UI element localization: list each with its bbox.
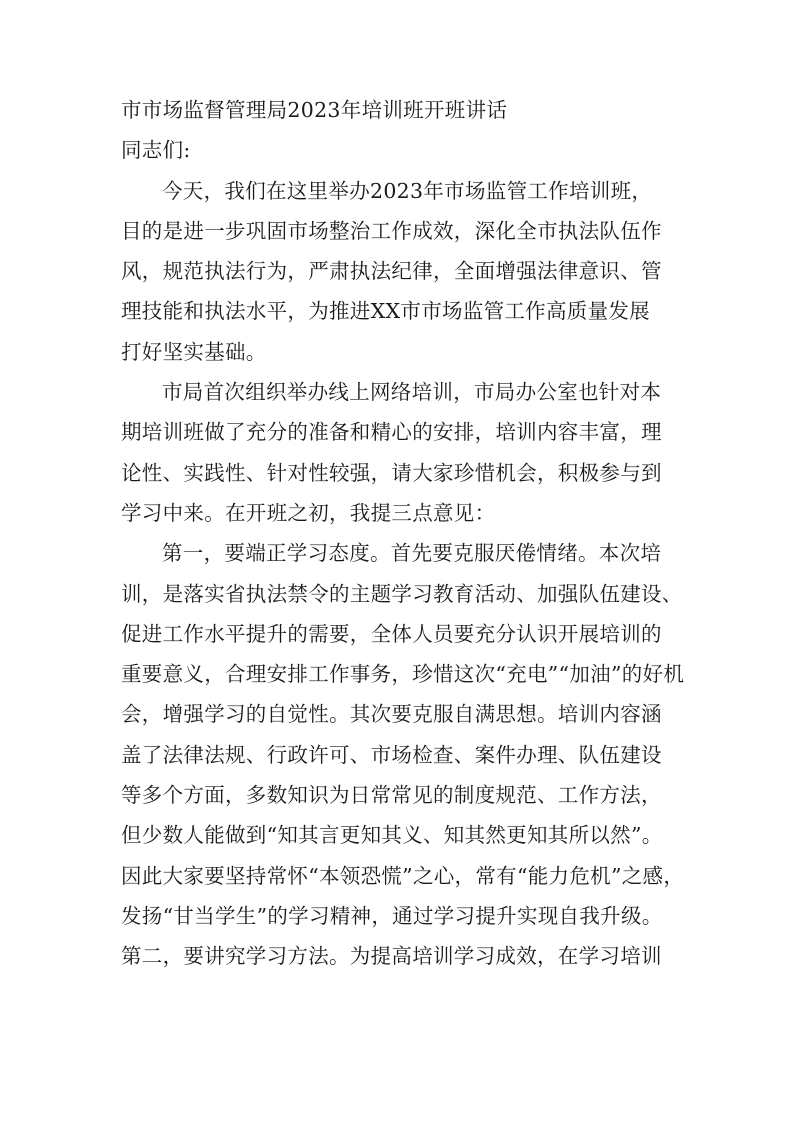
paragraph-line: 发扬“甘当学生”的学习精神，通过学习提升实现自我升级。	[121, 903, 663, 928]
paragraph-line: 重要意义，合理安排工作事务，珍惜这次“充电”“加油”的好机	[121, 662, 685, 687]
paragraph-line: 目的是进一步巩固市场整治工作成效，深化全市执法队伍作	[121, 218, 662, 243]
paragraph-line: 第二，要讲究学习方法。为提高培训学习成效，在学习培训	[121, 944, 662, 969]
document-title: 市市场监督管理局2023年培训班开班讲话	[121, 98, 508, 122]
paragraph-line: 第一，要端正学习态度。首先要克服厌倦情绪。本次培	[162, 541, 662, 566]
paragraph-line: 但少数人能做到“知其言更知其义、知其然更知其所以然”。	[121, 823, 663, 848]
salutation: 同志们:	[121, 138, 191, 163]
paragraph-line: 今天，我们在这里举办2023年市场监管工作培训班，	[162, 178, 653, 203]
paragraph-line: 市局首次组织举办线上网络培训，市局办公室也针对本	[162, 380, 662, 405]
paragraph-line: 训，是落实省执法禁令的主题学习教育活动、加强队伍建设、	[121, 581, 683, 606]
paragraph-line: 会，增强学习的自觉性。其次要克服自满思想。培训内容涵	[121, 702, 662, 727]
paragraph-line: 理技能和执法水平，为推进XX市市场监管工作高质量发展	[121, 299, 650, 324]
document-body	[121, 90, 685, 977]
paragraph-line: 促进工作水平提升的需要，全体人员要充分认识开展培训的	[121, 621, 662, 646]
paragraph-line: 期培训班做了充分的准备和精心的安排，培训内容丰富，理	[121, 420, 662, 445]
paragraph-line: 打好坚实基础。	[121, 339, 267, 364]
paragraph-line: 学习中来。在开班之初，我提三点意见：	[121, 500, 496, 525]
paragraph-line: 等多个方面，多数知识为日常常见的制度规范、工作方法，	[121, 783, 662, 808]
paragraph-line: 盖了法律法规、行政许可、市场检查、案件办理、队伍建设	[121, 742, 662, 767]
paragraph-line: 论性、实践性、针对性较强，请大家珍惜机会，积极参与到	[121, 460, 662, 485]
paragraph-line: 风，规范执法行为，严肃执法纪律，全面增强法律意识、管	[121, 259, 662, 284]
paragraph-line: 因此大家要坚持常怀“本领恐慌”之心，常有“能力危机”之感，	[121, 863, 685, 888]
